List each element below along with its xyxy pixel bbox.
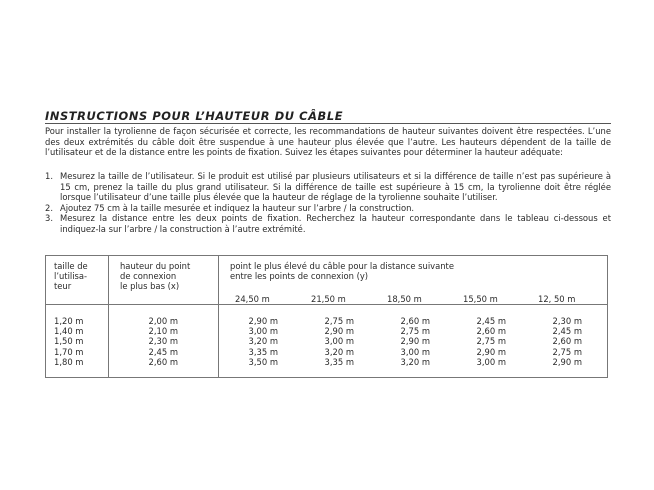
table-cell: 2,75 m <box>552 346 582 357</box>
table-cell: 2,60 m <box>148 356 178 367</box>
distance-header: 18,50 m <box>387 294 422 304</box>
header-high-point: point le plus élevé du câble pour la distance suivante entre les points de connexion (y) <box>230 261 454 282</box>
step-text: Ajoutez 75 cm à la taille mesurée et indiquez la hauteur sur l’arbre / la construction. <box>60 202 415 213</box>
user-height-column <box>54 316 83 367</box>
step-item <box>45 171 611 203</box>
table-cell: 2,45 m <box>148 346 178 357</box>
table-cell: 2,75 m <box>400 326 430 337</box>
table-cell: 3,20 m <box>400 356 430 367</box>
table-cell: 2,45 m <box>476 316 506 326</box>
intro-paragraph: Pour installer la tyrolienne de façon sécurisée et correcte, les recommandations de hauteur suivantes doivent être respectées. L’une des deux extrémités du câble doit être suspendue à une hauteur plus élevée que l’autre. Les hauteurs dépendent de la taille de l’utilisateur et de la distance entre les points de fixation. Suivez les étapes suivantes pour déterminer la hauteur adéquate: <box>45 126 611 158</box>
table-cell: 3,35 m <box>324 356 354 367</box>
section-title: INSTRUCTIONS POUR L’HAUTEUR DU CÂBLE <box>45 109 344 123</box>
column-divider <box>108 256 109 377</box>
distance-header: 15,50 m <box>463 294 498 304</box>
column-divider <box>218 256 219 377</box>
step-number: 2. <box>45 202 53 213</box>
step-item <box>45 203 611 214</box>
step-text: Mesurez la distance entre les deux points de fixation. Recherchez la hauteur correspondante dans le tableau ci-dessous et indiquez-la sur l’arbre / la construction à l’autre extrémité. <box>60 213 611 234</box>
table-cell: 3,00 m <box>476 356 506 367</box>
distance-column <box>388 316 430 367</box>
table-cell: 2,90 m <box>552 356 582 367</box>
step-text: Mesurez la taille de l’utilisateur. Si le produit est utilisé par plusieurs utilisateurs et si la différence de taille n’est pas supérieure à 15 cm, prenez la taille du plus grand utilisateur. Si la différence de taille est supérieure à 15 cm, la tyrolienne doit être réglée lorsque l’utilisateur d’une taille plus élevée que la hauteur de réglage de la tyrolienne souhaite l’utiliser. <box>60 171 611 203</box>
table-cell: 1,50 m <box>54 336 84 347</box>
height-table <box>45 255 608 378</box>
distance-header: 21,50 m <box>311 294 346 304</box>
step-item <box>45 213 611 234</box>
table-cell: 1,40 m <box>54 326 84 337</box>
low-point-column <box>136 316 178 367</box>
distance-column <box>464 316 506 367</box>
table-cell: 3,00 m <box>400 346 430 357</box>
table-cell: 1,70 m <box>54 346 84 357</box>
table-cell: 2,75 m <box>476 336 506 347</box>
table-cell: 2,90 m <box>476 346 506 357</box>
distance-column <box>540 316 582 367</box>
header-user-height: taille de l’utilisa- teur <box>54 261 88 292</box>
table-cell: 3,00 m <box>248 326 278 337</box>
table-cell: 2,60 m <box>400 316 430 326</box>
step-number: 1. <box>45 171 53 181</box>
table-cell: 2,10 m <box>148 326 178 337</box>
table-cell: 1,80 m <box>54 356 84 367</box>
title-underline <box>45 123 611 124</box>
table-cell: 2,90 m <box>248 316 278 326</box>
table-cell: 2,90 m <box>324 326 354 337</box>
table-cell: 2,75 m <box>324 316 354 326</box>
header-low-point: hauteur du point de connexion le plus bas (x) <box>120 261 191 292</box>
table-cell: 3,00 m <box>324 336 354 347</box>
distance-column <box>312 316 354 367</box>
distance-column <box>236 316 278 367</box>
distance-header: 12, 50 m <box>538 294 576 304</box>
table-cell: 3,20 m <box>324 346 354 357</box>
table-cell: 2,60 m <box>552 336 582 347</box>
distance-header: 24,50 m <box>235 294 270 304</box>
table-cell: 3,35 m <box>248 346 278 357</box>
table-cell: 3,20 m <box>248 336 278 347</box>
table-cell: 2,30 m <box>148 336 178 347</box>
table-cell: 2,60 m <box>476 326 506 337</box>
table-cell: 1,20 m <box>54 316 84 326</box>
steps-list <box>45 171 611 235</box>
step-number: 3. <box>45 213 53 224</box>
table-cell: 2,30 m <box>552 316 582 326</box>
table-cell: 3,50 m <box>248 356 278 367</box>
table-cell: 2,45 m <box>552 326 582 337</box>
table-cell: 2,00 m <box>148 316 178 326</box>
table-cell: 2,90 m <box>400 336 430 347</box>
